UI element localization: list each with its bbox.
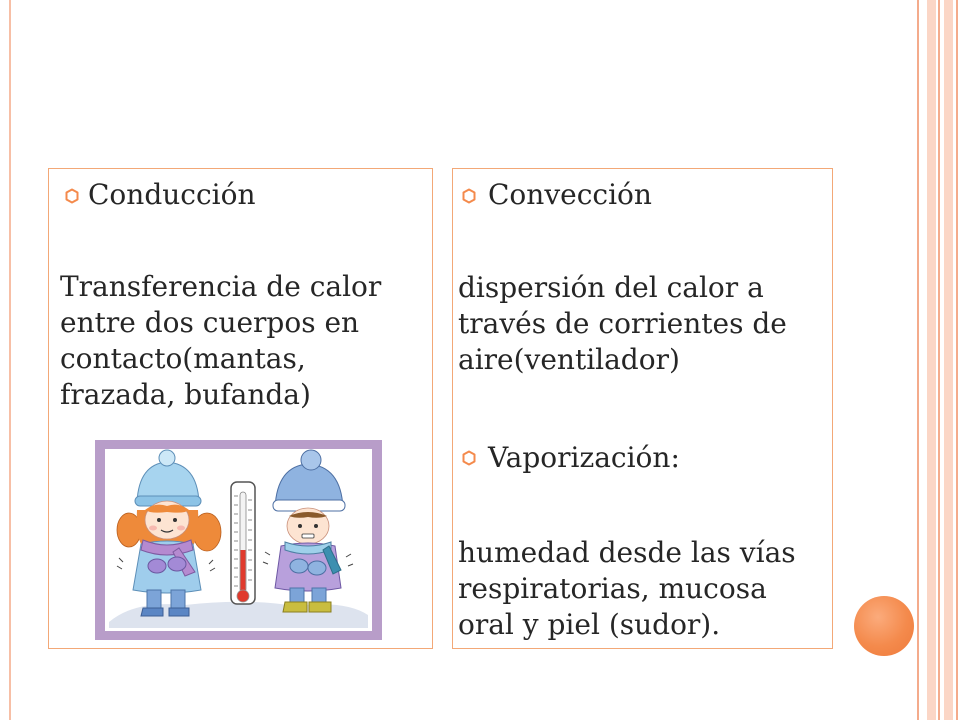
text-line: respiratorias, mucosa: [458, 572, 767, 605]
convection-vaporization-box: [452, 168, 833, 649]
winter-kids-illustration: [95, 440, 382, 640]
right-decorative-stripe: [927, 0, 936, 720]
text-line: dispersión del calor a: [458, 271, 764, 304]
left-decorative-rule: [9, 0, 11, 720]
right-decorative-stripe: [917, 0, 919, 720]
conduction-box: [48, 168, 433, 649]
right-decorative-stripe: [938, 0, 940, 720]
right-decorative-stripe: [956, 0, 958, 720]
hexagon-bullet-icon: [462, 450, 476, 466]
hexagon-bullet-icon: [65, 188, 79, 204]
convection-description: [458, 270, 787, 378]
text-line: entre dos cuerpos en: [60, 306, 360, 339]
text-line: Transferencia de calor: [60, 270, 382, 303]
text-line: frazada, bufanda): [60, 378, 311, 411]
vaporization-heading: Vaporización:: [488, 441, 680, 474]
convection-heading: Convección: [488, 178, 652, 211]
text-line: humedad desde las vías: [458, 536, 796, 569]
text-line: contacto(mantas,: [60, 342, 306, 375]
thermometer: [231, 482, 255, 604]
conduction-description: [60, 269, 381, 413]
text-line: aire(ventilador): [458, 343, 680, 376]
conduction-heading: Conducción: [88, 178, 256, 211]
vaporization-description: [458, 535, 796, 643]
right-decorative-stripe: [944, 0, 953, 720]
text-line: oral y piel (sudor).: [458, 608, 721, 641]
text-line: través de corrientes de: [458, 307, 787, 340]
hexagon-bullet-icon: [462, 188, 476, 204]
orange-accent-circle: [854, 596, 914, 656]
